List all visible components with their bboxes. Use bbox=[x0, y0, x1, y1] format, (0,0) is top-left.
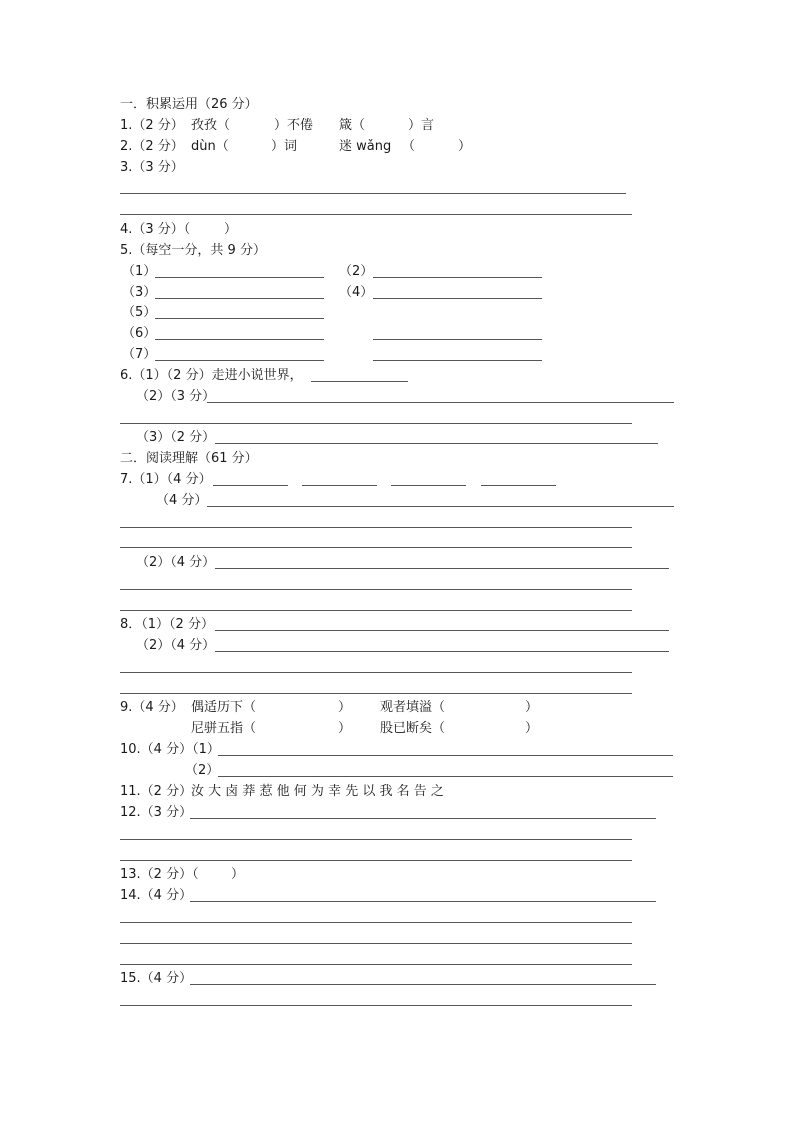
q8-sub2-label: （2）（4 分） bbox=[136, 638, 216, 653]
q6-sub3-label: （3）（2 分） bbox=[136, 430, 216, 445]
q14-label: 14.（4 分） bbox=[120, 888, 193, 903]
q5-blank-3[interactable] bbox=[155, 298, 324, 299]
q6-2-answer-line[interactable] bbox=[120, 423, 632, 424]
q4-label: 4.（3 分）（ bbox=[120, 222, 191, 237]
q7-answer-line[interactable] bbox=[120, 547, 632, 548]
q12-answer-line[interactable] bbox=[120, 839, 632, 840]
q7-sub1b-label: （4 分） bbox=[156, 493, 208, 508]
q7-sub2-label: （2）（4 分） bbox=[136, 555, 216, 570]
q2-word-a: dùn（ bbox=[191, 139, 229, 154]
q14-answer-line[interactable] bbox=[120, 964, 632, 965]
q9-word-1: 偶适历下（ bbox=[191, 700, 257, 715]
q5-blank-7[interactable] bbox=[155, 360, 324, 361]
q5-blank-5[interactable] bbox=[155, 318, 324, 319]
q7-2-answer-line[interactable] bbox=[215, 568, 669, 569]
q14-answer-line[interactable] bbox=[120, 943, 632, 944]
q1-label: 1.（2 分） bbox=[120, 118, 184, 133]
q5-label: 5.（每空一分，共 9 分） bbox=[120, 243, 266, 258]
q8-label: 8．（1）（2 分） bbox=[120, 617, 214, 632]
q9-label: 9.（4 分） bbox=[120, 700, 184, 715]
q11-sentence: 汝 大 卤 莽 惹 他 何 为 幸 先 以 我 名 告 之 bbox=[191, 784, 444, 799]
q5-item-7: （7） bbox=[122, 347, 157, 362]
q15-answer-line[interactable] bbox=[190, 984, 656, 985]
q9-word-2: 观者填溢（ bbox=[380, 700, 446, 715]
q6-2-answer-line[interactable] bbox=[207, 402, 674, 403]
q7-2-answer-line[interactable] bbox=[120, 610, 632, 611]
q5-blank-6[interactable] bbox=[155, 339, 324, 340]
q9-word-1-close: ） bbox=[338, 700, 352, 715]
q2-word-b-open: （ bbox=[402, 139, 416, 154]
q5-blank-1[interactable] bbox=[155, 277, 324, 278]
q8-1-answer-line[interactable] bbox=[215, 630, 669, 631]
q9-word-3: 尼骈五指（ bbox=[191, 721, 257, 736]
q1-word-a: 孜孜（ bbox=[191, 118, 231, 133]
q5-item-6: （6） bbox=[122, 326, 157, 341]
q6-3-answer-line[interactable] bbox=[215, 443, 658, 444]
q6-sub2-label: （2）（3 分） bbox=[136, 389, 216, 404]
q9-word-4-close: ） bbox=[525, 721, 539, 736]
q5-item-1: （1） bbox=[122, 264, 157, 279]
q9-word-3-close: ） bbox=[338, 721, 352, 736]
q7-label: 7.（1）（4 分） bbox=[120, 472, 212, 487]
q12-label: 12.（3 分） bbox=[120, 805, 193, 820]
q7-1-blank-1[interactable] bbox=[213, 485, 288, 486]
q7-answer-line[interactable] bbox=[207, 506, 674, 507]
q5-blank-6b[interactable] bbox=[373, 339, 542, 340]
q10-sub2-label: （2） bbox=[185, 763, 220, 778]
q1-word-a-close: ）不倦 bbox=[274, 118, 314, 133]
q3-answer-line[interactable] bbox=[120, 214, 632, 215]
q8-2-answer-line[interactable] bbox=[120, 672, 632, 673]
q10-2-answer-line[interactable] bbox=[218, 776, 673, 777]
q10-label: 10.（4 分）（1） bbox=[120, 742, 220, 757]
q15-answer-line[interactable] bbox=[120, 1005, 632, 1006]
q5-item-2: （2） bbox=[339, 264, 374, 279]
q2-word-b: 迷 wǎng bbox=[339, 139, 392, 154]
q2-word-a-close: ）词 bbox=[271, 139, 298, 154]
q8-2-answer-line[interactable] bbox=[215, 651, 669, 652]
q6-label: 6.（1）（2 分）走进小说世界， bbox=[120, 368, 303, 383]
section2-heading: 二．阅读理解（61 分） bbox=[120, 451, 258, 466]
q2-word-b-close: ） bbox=[458, 139, 472, 154]
q5-item-4: （4） bbox=[339, 285, 374, 300]
q12-answer-line[interactable] bbox=[190, 818, 656, 819]
q2-label: 2.（2 分） bbox=[120, 139, 184, 154]
q8-2-answer-line[interactable] bbox=[120, 693, 632, 694]
q6-1-blank[interactable] bbox=[311, 381, 408, 382]
q14-answer-line[interactable] bbox=[120, 922, 632, 923]
q13-close: ） bbox=[231, 867, 245, 882]
q14-answer-line[interactable] bbox=[190, 901, 656, 902]
q5-item-3: （3） bbox=[122, 285, 157, 300]
q7-1-blank-3[interactable] bbox=[391, 485, 466, 486]
section1-heading: 一．积累运用（26 分） bbox=[120, 97, 258, 112]
q5-blank-4[interactable] bbox=[373, 298, 542, 299]
q4-close: ） bbox=[224, 222, 238, 237]
q1-word-b-close: ）言 bbox=[408, 118, 435, 133]
q3-answer-line[interactable] bbox=[120, 193, 626, 194]
q1-word-b: 箴（ bbox=[339, 118, 366, 133]
q12-answer-line[interactable] bbox=[120, 860, 632, 861]
q7-1-blank-2[interactable] bbox=[302, 485, 377, 486]
q10-1-answer-line[interactable] bbox=[218, 755, 673, 756]
q3-label: 3.（3 分） bbox=[120, 160, 184, 175]
q7-2-answer-line[interactable] bbox=[120, 589, 632, 590]
q5-blank-2[interactable] bbox=[373, 277, 542, 278]
q13-label: 13.（2 分）（ bbox=[120, 867, 199, 882]
q11-label: 11.（2 分） bbox=[120, 784, 193, 799]
q9-word-4: 股已断矣（ bbox=[380, 721, 446, 736]
q5-blank-7b[interactable] bbox=[373, 360, 542, 361]
q7-1-blank-4[interactable] bbox=[481, 485, 556, 486]
q15-label: 15.（4 分） bbox=[120, 971, 193, 986]
q9-word-2-close: ） bbox=[525, 700, 539, 715]
q7-answer-line[interactable] bbox=[120, 527, 632, 528]
q5-item-5: （5） bbox=[122, 305, 157, 320]
